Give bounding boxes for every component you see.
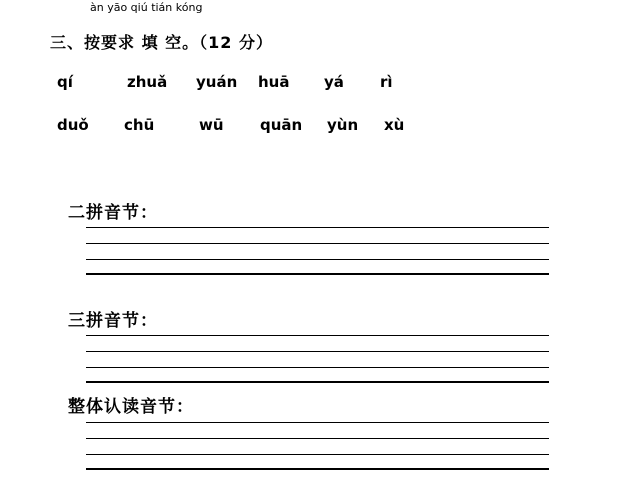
- writing-line: [86, 259, 549, 260]
- writing-line: [86, 454, 549, 455]
- writing-line: [86, 273, 549, 275]
- syllable: yùn: [327, 116, 359, 134]
- writing-lines: [86, 335, 549, 383]
- writing-line: [86, 227, 549, 228]
- writing-line: [86, 438, 549, 439]
- syllable: qí: [57, 73, 73, 91]
- heading-pinyin: àn yāo qiú tián kóng: [90, 1, 203, 14]
- section-label: 二拼音节：: [68, 203, 158, 223]
- writing-line: [86, 381, 549, 383]
- writing-line: [86, 468, 549, 470]
- writing-line: [86, 351, 549, 352]
- syllable: xù: [384, 116, 405, 134]
- syllable: yuán: [196, 73, 238, 91]
- section-heading: 三、按要求 填 空。（12 分）: [50, 33, 273, 52]
- writing-lines: [86, 227, 549, 275]
- syllable: chū: [124, 116, 155, 134]
- writing-lines: [86, 422, 549, 470]
- writing-line: [86, 422, 549, 423]
- syllable: duǒ: [57, 116, 89, 134]
- section-label: 整体认读音节：: [68, 397, 194, 417]
- writing-line: [86, 367, 549, 368]
- syllable: huā: [258, 73, 290, 91]
- section-label: 三拼音节：: [68, 311, 158, 331]
- syllable: quān: [260, 116, 303, 134]
- writing-line: [86, 243, 549, 244]
- syllable: zhuǎ: [127, 73, 168, 91]
- syllable: wū: [199, 116, 224, 134]
- syllable: yá: [324, 73, 344, 91]
- writing-line: [86, 335, 549, 336]
- syllable: rì: [380, 73, 393, 91]
